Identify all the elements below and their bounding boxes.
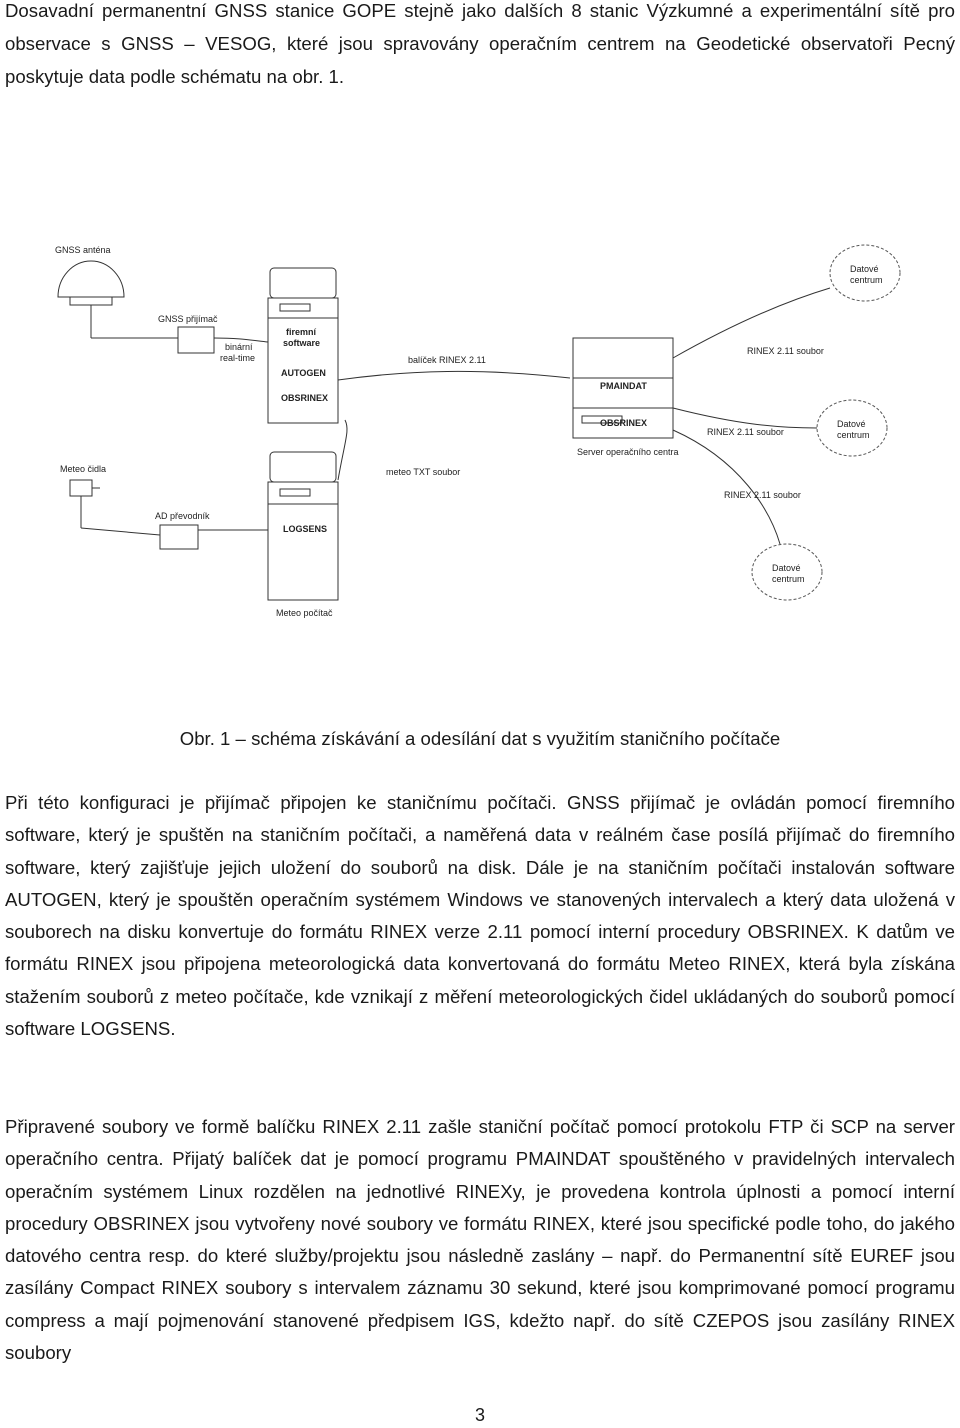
intro-paragraph: Dosavadní permanentní GNSS stanice GOPE stejně jako dalších 8 stanic Výzkumné a experimentální sítě pro observace s GNSS – VESOG, které jsou spravovány operačním centrem na Geodetické observatoři Pecný poskytuje data podle schématu na obr. 1.	[5, 0, 955, 87]
binary-label: binární	[225, 342, 253, 352]
rinex-3-label: RINEX 2.11 soubor	[724, 490, 801, 500]
autogen-label: AUTOGEN	[281, 368, 326, 378]
obsrinex-label: OBSRINEX	[281, 393, 329, 403]
dc-b-label-2: centrum	[837, 430, 870, 440]
dc-b-label-1: Datové	[837, 419, 866, 429]
dc-a-label-2: centrum	[850, 275, 883, 285]
package-label: balíček RINEX 2.11	[408, 355, 486, 365]
logsens-label: LOGSENS	[283, 524, 328, 534]
pmaindat-label: PMAINDAT	[600, 381, 647, 391]
dc-a-label-1: Datové	[850, 264, 879, 274]
obsrinex-server-label: OBSRINEX	[600, 418, 648, 428]
firm-software-label-1: firemní	[286, 327, 317, 337]
rinex-2-label: RINEX 2.11 soubor	[707, 427, 784, 437]
figure-caption: Obr. 1 – schéma získávání a odesílání dat s využitím staničního počítače	[179, 728, 781, 749]
rinex-1-label: RINEX 2.11 soubor	[747, 346, 824, 356]
ftp-paragraph: Připravené soubory ve formě balíčku RINEX 2.11 zašle staniční počítač pomocí protokolu FTP či SCP na server operačního centra. Přijatý balíček dat je pomocí programu PMAINDAT spouštěného v pravidelných intervalech operačním systémem Linux rozdělen na jednotlivé RINEXy, je provedena kontrola úplnosti a pomocí interní procedury OBSRINEX jsou vytvořeny nové soubory ve formátu RINEX, které jsou specifické podle toho, do jakého datového centra resp. do které služby/projektu jsou následně zaslány – např. do Permanentní sítě EUREF jsou zasílány Compact RINEX soubory s intervalem záznamu 30 sekund, které jsou komprimované pomocí programu compress a mají pojmenování stanovené předpisem IGS, kdežto např. do sítě CZEPOS jsou zasílány RINEX soubory	[5, 1116, 955, 1364]
ad-converter-label: AD převodník	[155, 511, 210, 521]
dc-c-label-1: Datové	[772, 563, 801, 573]
meteo-pc-label: Meteo počítač	[276, 608, 333, 618]
gnss-receiver-icon	[178, 327, 214, 353]
gnss-receiver-label: GNSS přijímač	[158, 314, 218, 324]
gnss-antenna-icon	[58, 261, 124, 338]
dc-c-label-2: centrum	[772, 574, 805, 584]
firm-software-label-2: software	[283, 338, 321, 348]
config-paragraph: Při této konfiguraci je přijímač připojen ke staničnímu počítači. GNSS přijímač je ovládán pomocí firemního software, který je spuštěn na staničním počítači, a naměřená data v reálném čase posílá přijímač do firemního software, který zajišťuje jejich uložení do souborů na disk. Dále je na staničním počítači instalován software AUTOGEN, který je spouštěn operačním systémem Windows ve stanovených intervalech a který data uložená v souborech na disku konvertuje do formátu RINEX verze 2.11 pomocí interní procedury OBSRINEX. K datům ve formátu RINEX jsou připojena meteorologická data konvertovaná do formátu Meteo RINEX, která byla získána stažením souborů z meteo počítače, kde vznikají z měření meteorologických čidel ukládaných do souborů pomocí software LOGSENS.	[5, 792, 955, 1040]
server-caption: Server operačního centra	[577, 447, 679, 457]
meteo-sensors-label: Meteo čidla	[60, 464, 107, 474]
meteo-txt-label: meteo TXT soubor	[386, 467, 461, 477]
gnss-antenna-label: GNSS anténa	[55, 245, 111, 255]
ad-converter-icon	[160, 525, 198, 549]
meteo-sensor-icon	[70, 480, 100, 528]
data-flow-diagram	[0, 230, 960, 630]
realtime-label: real-time	[220, 353, 256, 363]
page-number: 3	[474, 1405, 485, 1425]
